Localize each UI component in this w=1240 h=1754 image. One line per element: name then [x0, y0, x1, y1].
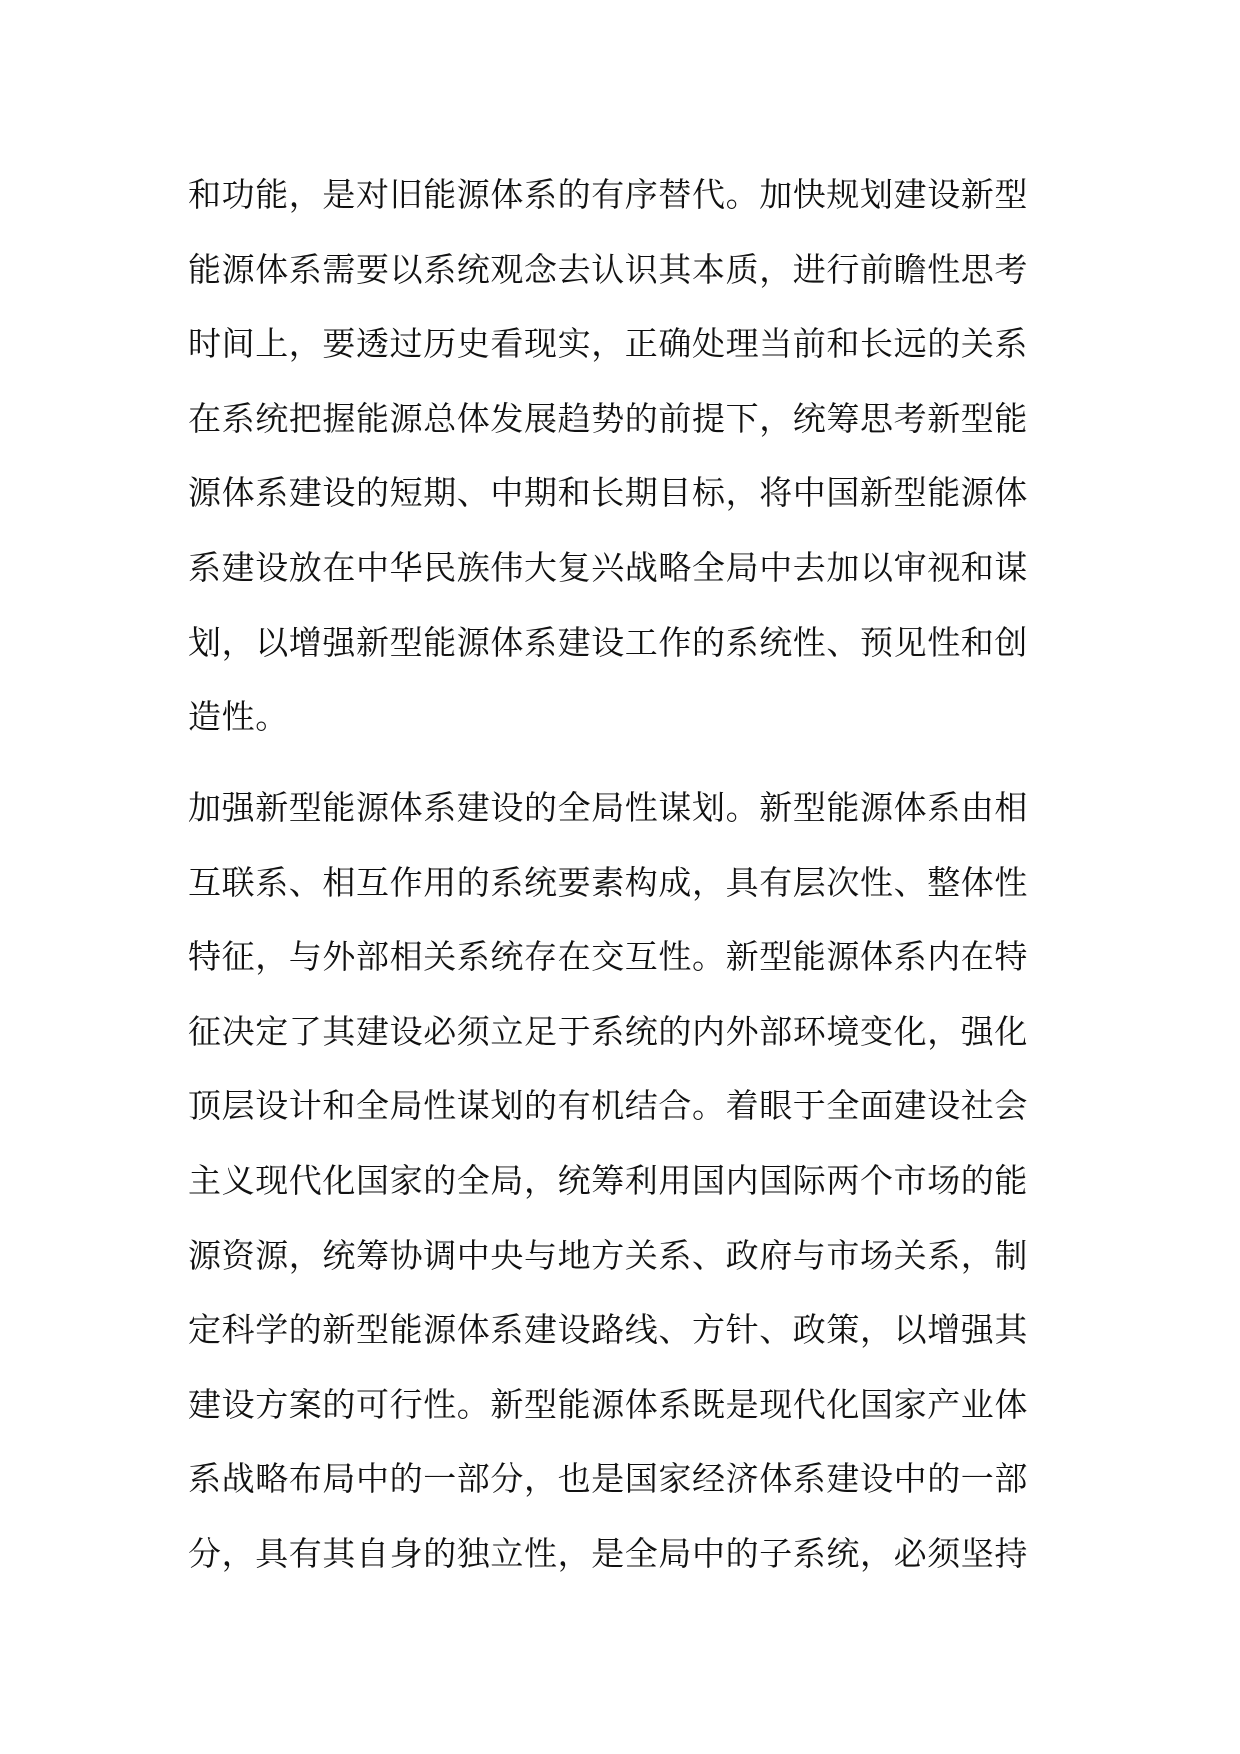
text-line: 系战略布局中的一部分，也是国家经济体系建设中的一部: [188, 1459, 1028, 1499]
text-line: 和功能，是对旧能源体系的有序替代。加快规划建设新型: [188, 175, 1028, 214]
text-line: 源体系建设的短期、中期和长期目标，将中国新型能源体: [188, 473, 1028, 513]
text-line: 顶层设计和全局性谋划的有机结合。着眼于全面建设社会: [188, 1086, 1028, 1126]
text-line: 建设方案的可行性。新型能源体系既是现代化国家产业体: [188, 1384, 1028, 1424]
text-line: 征决定了其建设必须立足于系统的内外部环境变化，强化: [188, 1011, 1028, 1051]
text-line: 主义现代化国家的全局，统筹利用国内国际两个市场的能: [188, 1160, 1028, 1200]
text-line: 能源体系需要以系统观念去认识其本质，进行前瞻性思考: [188, 249, 1028, 289]
text-line: 定科学的新型能源体系建设路线、方针、政策，以增强其: [188, 1310, 1028, 1350]
text-line: 时间上，要透过历史看现实，正确处理当前和长远的关系: [188, 324, 1028, 364]
text-line: 加强新型能源体系建设的全局性谋划。新型能源体系由相: [188, 788, 1028, 827]
paragraph-1: [188, 158, 1068, 755]
text-line: 造性。: [188, 697, 289, 737]
text-line: 互联系、相互作用的系统要素构成，具有层次性、整体性: [188, 862, 1028, 902]
text-line: 特征，与外部相关系统存在交互性。新型能源体系内在特: [188, 937, 1028, 977]
text-line: 分，具有其自身的独立性，是全局中的子系统，必须坚持: [188, 1533, 1028, 1573]
paragraph-2: [188, 771, 1068, 1592]
text-line: 源资源，统筹协调中央与地方关系、政府与市场关系，制: [188, 1235, 1028, 1275]
text-line: 划，以增强新型能源体系建设工作的系统性、预见性和创: [188, 622, 1028, 662]
text-line: 系建设放在中华民族伟大复兴战略全局中去加以审视和谋: [188, 547, 1028, 587]
text-line: 在系统把握能源总体发展趋势的前提下，统筹思考新型能: [188, 398, 1028, 438]
